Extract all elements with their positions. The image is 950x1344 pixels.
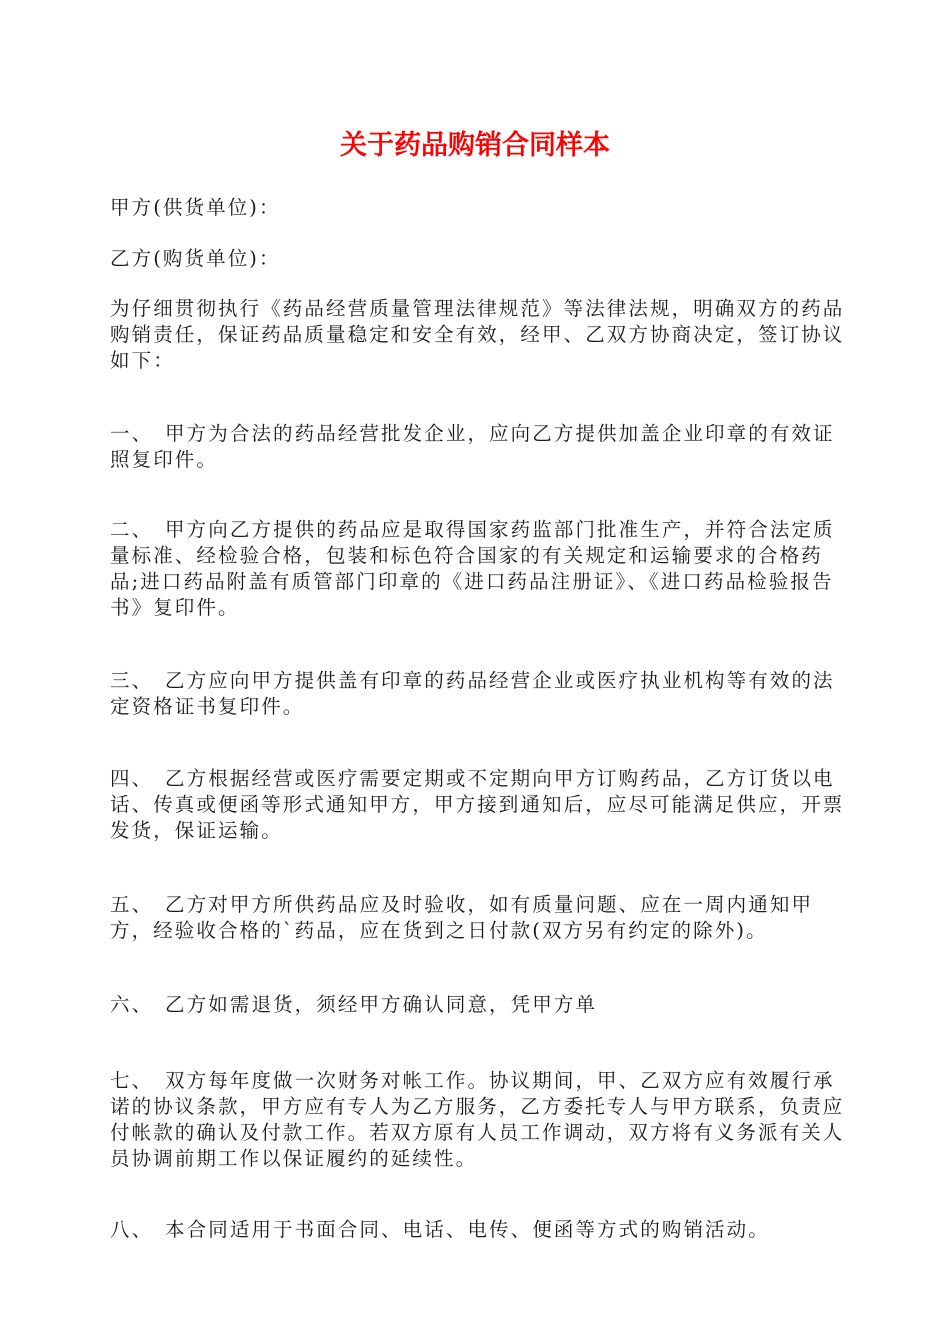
clause-4: 四、 乙方根据经营或医疗需要定期或不定期向甲方订购药品，乙方订货以电话、传真或便函等形式通知甲方，甲方接到通知后，应尽可能满足供应，开票发货，保证运输。 [110,767,845,842]
clause-5: 五、 乙方对甲方所供药品应及时验收，如有质量问题、应在一周内通知甲方，经验收合格的`药品，应在货到之日付款(双方另有约定的除外)。 [110,893,814,942]
page-title: 关于药品购销合同样本 [340,130,610,161]
clause-2: 二、 甲方向乙方提供的药品应是取得国家药监部门批准生产，并符合法定质量标准、经检验合格，包装和标色符合国家的有关规定和运输要求的合格药品;进口药品附盖有质管部门印章的《进口药品注册证》、《进口药品检验报告书》复印件。 [110,518,835,619]
intro-paragraph: 为仔细贯彻执行《药品经营质量管理法律规范》等法律法规，明确双方的药品购销责任，保证药品质量稳定和安全有效，经甲、乙双方协商决定，签订协议如下： [110,297,845,372]
clause-3: 三、 乙方应向甲方提供盖有印章的药品经营企业或医疗执业机构等有效的法定资格证书复印件。 [110,669,835,718]
clause-1: 一、 甲方为合法的药品经营批发企业，应向乙方提供加盖企业印章的有效证照复印件。 [110,422,835,471]
clause-6: 六、 乙方如需退货，须经甲方确认同意，凭甲方单 [110,993,598,1016]
clause-7: 七、 双方每年度做一次财务对帐工作。协议期间，甲、乙双方应有效履行承诺的协议条款，甲方应有专人为乙方服务，乙方委托专人与甲方联系，负责应付帐款的确认及付款工作。若双方原有人员工作调动，双方将有义务派有关人员协调前期工作以保证履约的延续性。 [110,1069,845,1170]
party-b-line: 乙方(购货单位)： [110,247,281,270]
party-a-line: 甲方(供货单位)： [110,196,281,219]
clause-8: 八、 本合同适用于书面合同、电话、电传、便函等方式的购销活动。 [110,1218,770,1241]
